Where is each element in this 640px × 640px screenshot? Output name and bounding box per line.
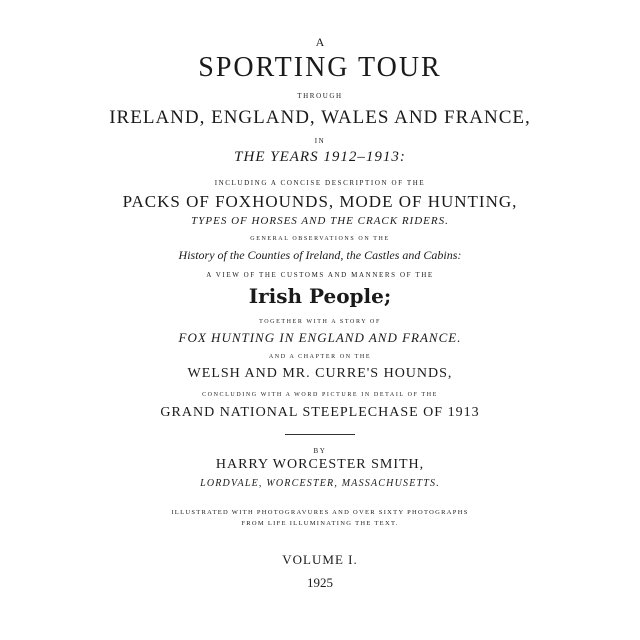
irish-people-text: Irish People; [248, 284, 392, 308]
history-text: History of the Counties of Ireland, the Castles and Cabins: [178, 248, 462, 262]
concluding-text: CONCLUDING WITH A WORD PICTURE IN DETAIL OF THE [202, 392, 438, 398]
view-text: A VIEW OF THE CUSTOMS AND MANNERS OF THE [206, 271, 434, 279]
together-text: TOGETHER WITH A STORY OF [259, 319, 381, 325]
book-title: SPORTING TOUR [198, 52, 442, 83]
countries-text: IRELAND, ENGLAND, WALES AND FRANCE, [109, 107, 531, 128]
types-text: TYPES OF HORSES AND THE CRACK RIDERS. [191, 215, 449, 227]
years-text: THE YEARS 1912–1913: [234, 149, 406, 165]
author-name: HARRY WORCESTER SMITH, [215, 457, 425, 472]
divider-rule [285, 434, 355, 435]
welsh-text: WELSH AND MR. CURRE'S HOUNDS, [187, 366, 453, 381]
by-text: BY [313, 447, 327, 455]
article-a: A [315, 35, 325, 49]
in-text: IN [314, 137, 326, 145]
through-text: THROUGH [297, 92, 343, 100]
illustrated-line-1: ILLUSTRATED WITH PHOTOGRAVURES AND OVER SIXTY PHOTOGRAPHS [171, 509, 469, 516]
grand-national-text: GRAND NATIONAL STEEPLECHASE OF 1913 [160, 405, 480, 420]
fox-hunting-text: FOX HUNTING IN ENGLAND AND FRANCE. [178, 330, 462, 345]
general-text: GENERAL OBSERVATIONS ON THE [250, 236, 390, 242]
publication-year: 1925 [307, 575, 333, 590]
including-text: INCLUDING A CONCISE DESCRIPTION OF THE [214, 179, 426, 187]
illustrated-line-2: FROM LIFE ILLUMINATING THE TEXT. [241, 520, 399, 527]
volume-text: VOLUME I. [282, 552, 358, 567]
chapter-text: AND A CHAPTER ON THE [268, 354, 372, 360]
packs-text: PACKS OF FOXHOUNDS, MODE OF HUNTING, [122, 192, 518, 211]
author-address: LORDVALE, WORCESTER, MASSACHUSETTS. [200, 478, 440, 489]
